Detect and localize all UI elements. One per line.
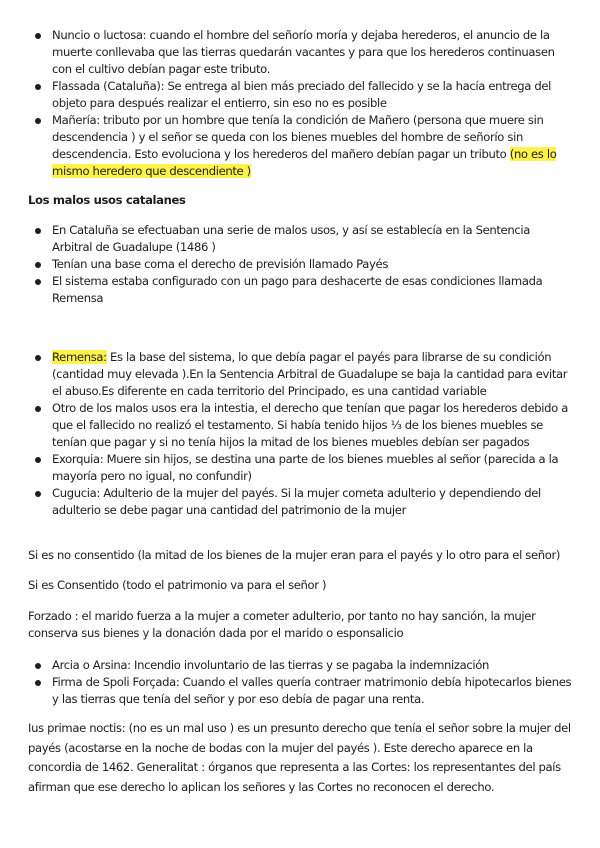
- bullet-list-intro: [52, 222, 572, 307]
- list-item-text: Mañería: tributo por un hombre que tenía la condición de Mañero (persona que muere sin descendencia ) y el señor se queda con los bienes muebles del hombre de señorío sin descendencia. Esto evoluciona y los herederos del mañero debían pagar un tributo: [52, 113, 544, 161]
- list-item: Otro de los malos usos era la intestia, el derecho que tenían que pagar los herederos debido a que el fallecido no realizó el testamento. Si había tenido hijos ⅓ de los bienes muebles se tenían que pagar y si no tenía hijos la mitad de los bienes muebles debían ser pagados: [52, 400, 572, 451]
- paragraph: Ius primae noctis: (no es un mal uso ) es un presunto derecho que tenía el señor sobre la mujer del payés (acostarse en la noche de bodas con la mujer del payés ). Este derecho aparece en la concordia de 1462. Generalitat : órganos que representa a las Cortes: los representantes del país afirman que ese derecho lo aplican los señores y las Cortes no reconocen el derecho.: [28, 721, 571, 794]
- section-heading: Los malos usos catalanes: [28, 193, 186, 207]
- bullet-list-malos-usos: [52, 349, 572, 519]
- list-item: [52, 112, 572, 180]
- highlighted-text: (no es lo mismo heredero que descendiente ): [52, 147, 557, 178]
- paragraph: Si es no consentido (la mitad de los bienes de la mujer eran para el payés y lo otro para el señor): [28, 548, 561, 562]
- list-item: Arcia o Arsina: Incendio involuntario de las tierras y se pagaba la indemnización: [52, 657, 572, 674]
- paragraph: Forzado : el marido fuerza a la mujer a cometer adulterio, por tanto no hay sanción, la mujer conserva sus bienes y la donación dada por el marido o esponsalicio: [28, 609, 536, 640]
- list-item-text: Es la base del sistema, lo que debía pagar el payés para librarse de su condición (cantidad muy elevada ).En la Sentencia Arbitral de Guadalupe se baja la cantidad para evitar el abuso.Es diferente en cada territorio del Principado, es una cantidad variable: [52, 350, 568, 398]
- list-item: Firma de Spoli Forçada: Cuando el valles quería contraer matrimonio debía hipotecarlos bienes y las tierras que tenía del señor y por eso debía de pagar una renta.: [52, 675, 572, 706]
- bullet-list-tributes: [52, 27, 572, 180]
- list-item: [52, 349, 572, 400]
- list-item: Cugucia: Adulterio de la mujer del payés. Si la mujer cometa adulterio y dependiendo del adulterio se debe pagar una cantidad del patrimonio de la mujer: [52, 485, 572, 519]
- list-item: En Cataluña se efectuaban una serie de malos usos, y así se establecía en la Sentencia Arbitral de Guadalupe (1486 ): [52, 222, 572, 256]
- highlighted-text: Remensa:: [52, 350, 107, 364]
- list-item: Tenían una base coma el derecho de previsión llamado Payés: [52, 256, 572, 273]
- bullet-list-other-uses: [52, 657, 572, 708]
- list-item: Nuncio o luctosa: cuando el hombre del señorío moría y dejaba herederos, el anuncio de la muerte conllevaba que las tierras quedarán vacantes y para que los herederos continuasen con el cultivo debían pagar este tributo.: [52, 27, 572, 78]
- list-item: Exorquia: Muere sin hijos, se destina una parte de los bienes muebles al señor (parecida a la mayoría pero no igual, no confundir): [52, 451, 572, 485]
- paragraph: Si es Consentido (todo el patrimonio va para el señor ): [28, 578, 327, 592]
- list-item: Flassada (Cataluña): Se entrega al bien más preciado del fallecido y se la hacía entrega del objeto para después realizar el entierro, sin eso no es posible: [52, 78, 572, 112]
- list-item: El sistema estaba configurado con un pago para deshacerte de esas condiciones llamada Remensa: [52, 273, 572, 307]
